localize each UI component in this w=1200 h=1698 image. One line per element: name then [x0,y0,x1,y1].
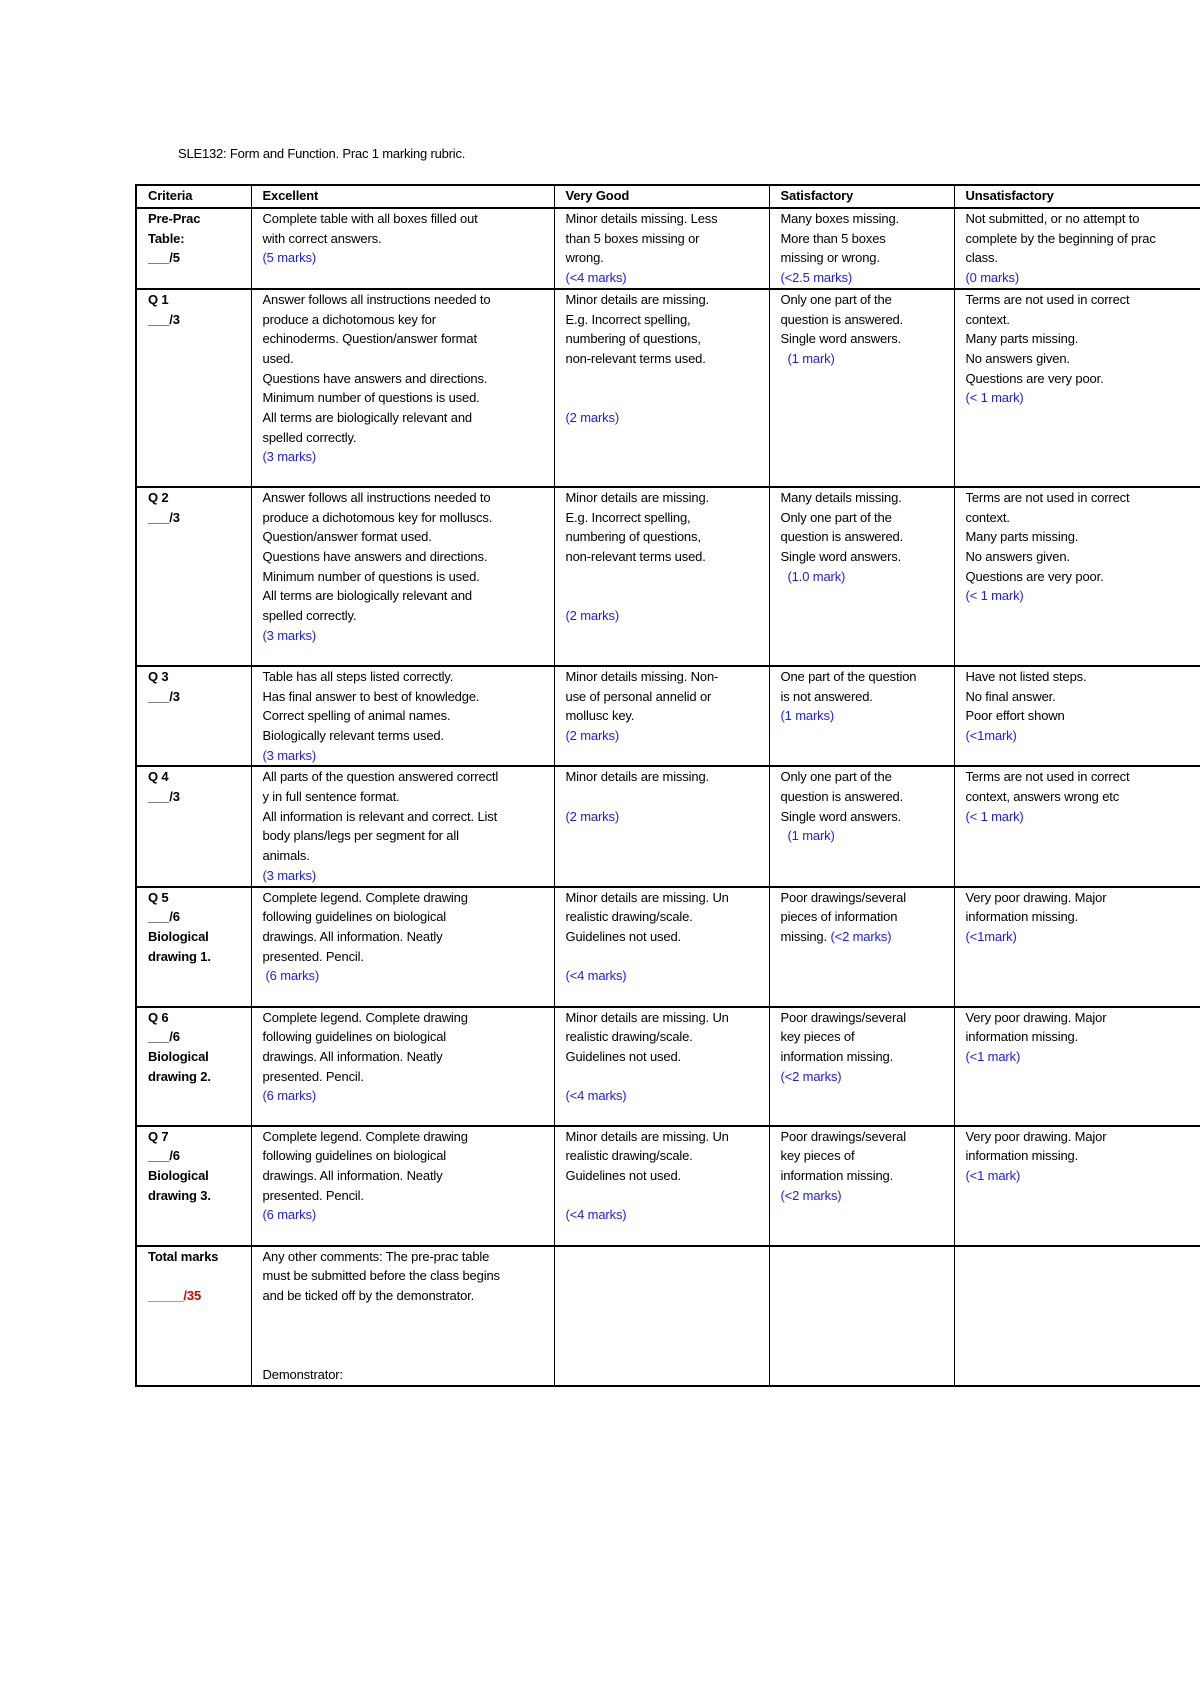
descriptor-line: Many parts missing. [965,331,1079,347]
descriptor-line: Only one part of the [780,291,892,307]
descriptor-line: One part of the question [780,668,917,684]
criteria-label: Q 3 [148,668,169,684]
descriptor-line: is not answered. [780,688,873,704]
descriptor-line: realistic drawing/scale. [565,1029,693,1045]
comment-line: and be ticked off by the demonstrator. [262,1287,475,1303]
comment-line: must be submitted before the class begins [262,1268,500,1284]
descriptor-line: echinoderms. Question/answer format [262,331,477,347]
marks-label: (3 marks) [262,449,317,465]
descriptor-line: Complete table with all boxes filled out [262,211,478,226]
descriptor-line: produce a dichotomous key for molluscs. [262,509,493,525]
criteria-cell [136,208,251,289]
table-row [136,1126,1200,1246]
descriptor-line: y in full sentence format. [262,789,400,805]
very-good-cell [554,1126,769,1246]
descriptor-line: Very poor drawing. Major [965,1128,1107,1144]
descriptor-line: Has final answer to best of knowledge. [262,688,480,704]
descriptor-line: No answers given. [965,350,1070,366]
marks-label: (<4 marks) [565,1088,627,1104]
descriptor-line: Minor details are missing. [565,291,709,307]
marks-label: (<4 marks) [565,968,627,984]
descriptor-line: No final answer. [965,688,1056,704]
demonstrator-label: Demonstrator: [262,1366,343,1382]
descriptor-line: Very poor drawing. Major [965,889,1107,905]
criteria-label: Q 4 [148,769,169,785]
descriptor-line: Poor effort shown [965,708,1065,724]
marks-label: (2 marks) [565,608,620,624]
descriptor-line: Single word answers. [780,331,902,347]
excellent-cell [251,487,554,666]
descriptor-line: Minor details missing. Less [565,211,718,226]
descriptor-line: No answers given. [965,548,1070,564]
table-row [136,887,1200,1007]
descriptor-line: key pieces of [780,1029,855,1045]
marks-label: (2 marks) [565,808,620,824]
descriptor-line: information missing. [965,1029,1079,1045]
descriptor-line: Single word answers. [780,548,902,564]
excellent-cell [251,666,554,767]
marks-label: (6 marks) [265,968,320,984]
descriptor-line: information missing. [780,1167,894,1183]
descriptor-line: E.g. Incorrect spelling, [565,509,691,525]
descriptor-line: question is answered. [780,529,904,545]
descriptor-line: All information is relevant and correct. List [262,808,498,824]
descriptor-line: than 5 boxes missing or [565,230,700,246]
descriptor-line: body plans/legs per segment for all [262,828,459,844]
descriptor-line: Questions have answers and directions. [262,370,488,386]
descriptor-line: mollusc key. [565,708,635,724]
marks-label: (<1mark) [965,928,1017,944]
descriptor-line: following guidelines on biological [262,1148,447,1164]
criteria-cell [136,1126,251,1246]
satisfactory-cell [769,487,954,666]
descriptor-line: E.g. Incorrect spelling, [565,311,691,327]
descriptor-line: Guidelines not used. [565,1048,682,1064]
descriptor-line: drawings. All information. Neatly [262,1048,443,1064]
descriptor-line: animals. [262,848,310,864]
marks-label: (<2.5 marks) [780,270,853,286]
score-blank: ___/6 [148,1148,180,1164]
descriptor-line: Minor details missing. Non- [565,668,719,684]
marks-label: (<4 marks) [565,270,627,286]
descriptor-line: information missing. [780,1048,894,1064]
unsatisfactory-cell [954,487,1200,666]
descriptor-line: realistic drawing/scale. [565,909,693,925]
satisfactory-cell [769,766,954,886]
comments-cell [251,1246,554,1386]
satisfactory-cell [769,666,954,767]
score-blank: ___/6 [148,909,180,925]
marks-label: (3 marks) [262,867,317,883]
descriptor-line: Minor details are missing. Un [565,1009,729,1025]
criteria-cell [136,289,251,487]
criteria-label: Q 1 [148,291,169,307]
descriptor-line: Many parts missing. [965,529,1079,545]
criteria-cell [136,666,251,767]
excellent-cell [251,887,554,1007]
criteria-label: Q 5 [148,889,169,905]
score-blank: ___/3 [148,789,180,805]
criteria-cell [136,887,251,1007]
descriptor-line: Questions are very poor. [965,568,1104,584]
score-blank: ___/6 [148,1029,180,1045]
marks-label: (<2 marks) [830,928,892,944]
descriptor-line: Complete legend. Complete drawing [262,1009,468,1025]
criteria-sublabel: Biological drawing 2. [148,1048,211,1084]
descriptor-line: Poor drawings/several [780,889,906,905]
descriptor-line: Many boxes missing. [780,211,900,226]
marks-label: (3 marks) [262,747,317,763]
marks-label: (<1mark) [965,727,1017,743]
descriptor-line: Only one part of the [780,769,892,785]
descriptor-line: All parts of the question answered correctl [262,769,499,785]
total-score-blank: _____/35 [148,1287,202,1303]
descriptor-line: complete by the beginning of prac [965,230,1156,246]
descriptor-line: context. [965,311,1010,327]
unsatisfactory-cell [954,887,1200,1007]
criteria-cell [136,766,251,886]
criteria-label: Q 2 [148,489,169,505]
table-row [136,289,1200,487]
descriptor-line: presented. Pencil. [262,1068,364,1084]
descriptor-line: pieces of information [780,909,898,925]
empty-cell [554,1246,769,1386]
total-row [136,1246,1200,1386]
criteria-cell [136,1007,251,1126]
marks-label: (5 marks) [262,250,317,266]
descriptor-line: Minimum number of questions is used. [262,568,480,584]
descriptor-line: Correct spelling of animal names. [262,708,451,724]
marks-label: (<1 mark) [965,1048,1021,1064]
satisfactory-cell [769,208,954,289]
descriptor-line: presented. Pencil. [262,948,364,964]
descriptor-line: presented. Pencil. [262,1187,364,1203]
table-row [136,766,1200,886]
descriptor-line: realistic drawing/scale. [565,1148,693,1164]
descriptor-line: Answer follows all instructions needed to [262,291,491,307]
marks-label: (2 marks) [565,410,620,426]
descriptor-line: Single word answers. [780,808,902,824]
descriptor-line: information missing. [965,1148,1079,1164]
marks-label: (6 marks) [262,1088,317,1104]
marks-label: (<1 mark) [965,1167,1021,1183]
descriptor-line: Terms are not used in correct [965,291,1130,307]
descriptor-line: numbering of questions, [565,529,701,545]
marks-label: (< 1 mark) [965,588,1024,604]
marks-label: (3 marks) [262,627,317,643]
marks-label: (6 marks) [262,1207,317,1223]
descriptor-line: numbering of questions, [565,331,701,347]
very-good-cell [554,766,769,886]
descriptor-line: Biologically relevant terms used. [262,727,444,743]
header-satisfactory: Satisfactory [769,185,954,208]
criteria-label: Q 7 [148,1128,169,1144]
marks-label: (<2 marks) [780,1187,842,1203]
descriptor-line: following guidelines on biological [262,1029,447,1045]
score-blank: ___/3 [148,311,180,327]
descriptor-line: All terms are biologically relevant and [262,410,472,426]
descriptor-line: Table has all steps listed correctly. [262,668,454,684]
descriptor-line: used. [262,350,294,366]
marks-label: (0 marks) [965,270,1020,286]
satisfactory-cell [769,1007,954,1126]
descriptor-line: class. [965,250,998,266]
marks-label: (< 1 mark) [965,390,1024,406]
descriptor-line: Have not listed steps. [965,668,1087,684]
descriptor-line: drawings. All information. Neatly [262,1167,443,1183]
descriptor-line: More than 5 boxes [780,230,886,246]
descriptor-line: context. [965,509,1010,525]
descriptor-line: with correct answers. [262,230,382,246]
unsatisfactory-cell [954,1007,1200,1126]
satisfactory-cell [769,289,954,487]
marks-label: (1.0 mark) [787,568,846,584]
descriptor-line: key pieces of [780,1148,855,1164]
excellent-cell [251,208,554,289]
descriptor-line: missing. (<2 marks) [780,928,892,944]
table-row [136,666,1200,767]
descriptor-line: Questions have answers and directions. [262,548,488,564]
descriptor-line: spelled correctly. [262,429,357,445]
descriptor-line: Poor drawings/several [780,1009,906,1025]
very-good-cell [554,666,769,767]
descriptor-line: Minor details are missing. Un [565,889,729,905]
marks-label: (< 1 mark) [965,808,1024,824]
marks-label: (<2 marks) [780,1068,842,1084]
descriptor-line: information missing. [965,909,1079,925]
marks-label: (1 marks) [780,708,835,724]
header-criteria: Criteria [136,185,251,208]
descriptor-line: Answer follows all instructions needed to [262,489,491,505]
descriptor-line: question is answered. [780,311,904,327]
descriptor-line: All terms are biologically relevant and [262,588,472,604]
descriptor-line: produce a dichotomous key for [262,311,436,327]
descriptor-line: Questions are very poor. [965,370,1104,386]
header-row [136,185,1200,208]
excellent-cell [251,1007,554,1126]
criteria-label: Q 6 [148,1009,169,1025]
descriptor-line: Not submitted, or no attempt to [965,211,1140,226]
score-blank: ___/5 [148,250,180,266]
descriptor-line: missing or wrong. [780,250,880,266]
descriptor-line: Very poor drawing. Major [965,1009,1107,1025]
excellent-cell [251,766,554,886]
descriptor-line: Only one part of the [780,509,892,525]
criteria-sublabel: Biological drawing 3. [148,1167,211,1203]
criteria-sublabel: Biological drawing 1. [148,928,211,964]
very-good-cell [554,1007,769,1126]
score-blank: ___/3 [148,688,180,704]
descriptor-line: drawings. All information. Neatly [262,928,443,944]
descriptor-line: Poor drawings/several [780,1128,906,1144]
empty-cell [769,1246,954,1386]
unsatisfactory-cell [954,666,1200,767]
descriptor-line: following guidelines on biological [262,909,447,925]
satisfactory-cell [769,1126,954,1246]
table-row [136,208,1200,289]
document-title: SLE132: Form and Function. Prac 1 marking rubric. [178,146,466,161]
criteria-cell [136,487,251,666]
comment-line: Any other comments: The pre-prac table [262,1248,490,1264]
descriptor-line: question is answered. [780,789,904,805]
header-excellent: Excellent [251,185,554,208]
table-row [136,487,1200,666]
table-row [136,1007,1200,1126]
satisfactory-cell [769,887,954,1007]
descriptor-line: context, answers wrong etc [965,789,1120,805]
very-good-cell [554,487,769,666]
unsatisfactory-cell [954,208,1200,289]
very-good-cell [554,887,769,1007]
header-very-good: Very Good [554,185,769,208]
descriptor-line: Terms are not used in correct [965,489,1130,505]
unsatisfactory-cell [954,1126,1200,1246]
marks-label: (1 mark) [787,350,835,366]
marking-rubric-table [135,184,1200,1387]
total-cell [136,1246,251,1386]
marks-label: (2 marks) [565,727,620,743]
header-unsatisfactory: Unsatisfactory [954,185,1200,208]
descriptor-line: wrong. [565,250,604,266]
descriptor-line: Terms are not used in correct [965,769,1130,785]
descriptor-line: Many details missing. [780,489,902,505]
unsatisfactory-cell [954,289,1200,487]
descriptor-line: Guidelines not used. [565,1167,682,1183]
descriptor-line: Guidelines not used. [565,928,682,944]
very-good-cell [554,289,769,487]
excellent-cell [251,289,554,487]
marks-label: (<4 marks) [565,1207,627,1223]
empty-cell [954,1246,1200,1386]
descriptor-line: non-relevant terms used. [565,548,706,564]
score-blank: ___/3 [148,509,180,525]
descriptor-line: Minimum number of questions is used. [262,390,480,406]
descriptor-line: Question/answer format used. [262,529,432,545]
very-good-cell [554,208,769,289]
descriptor-line: Complete legend. Complete drawing [262,1128,468,1144]
descriptor-line: use of personal annelid or [565,688,712,704]
descriptor-line: Minor details are missing. [565,769,709,785]
descriptor-line: Minor details are missing. [565,489,709,505]
descriptor-line: Minor details are missing. Un [565,1128,729,1144]
unsatisfactory-cell [954,766,1200,886]
criteria-label: Pre-Prac Table: [148,211,201,246]
descriptor-line: spelled correctly. [262,608,357,624]
excellent-cell [251,1126,554,1246]
total-label: Total marks [148,1248,219,1264]
marks-label: (1 mark) [787,828,835,844]
descriptor-line: non-relevant terms used. [565,350,706,366]
descriptor-line: Complete legend. Complete drawing [262,889,468,905]
